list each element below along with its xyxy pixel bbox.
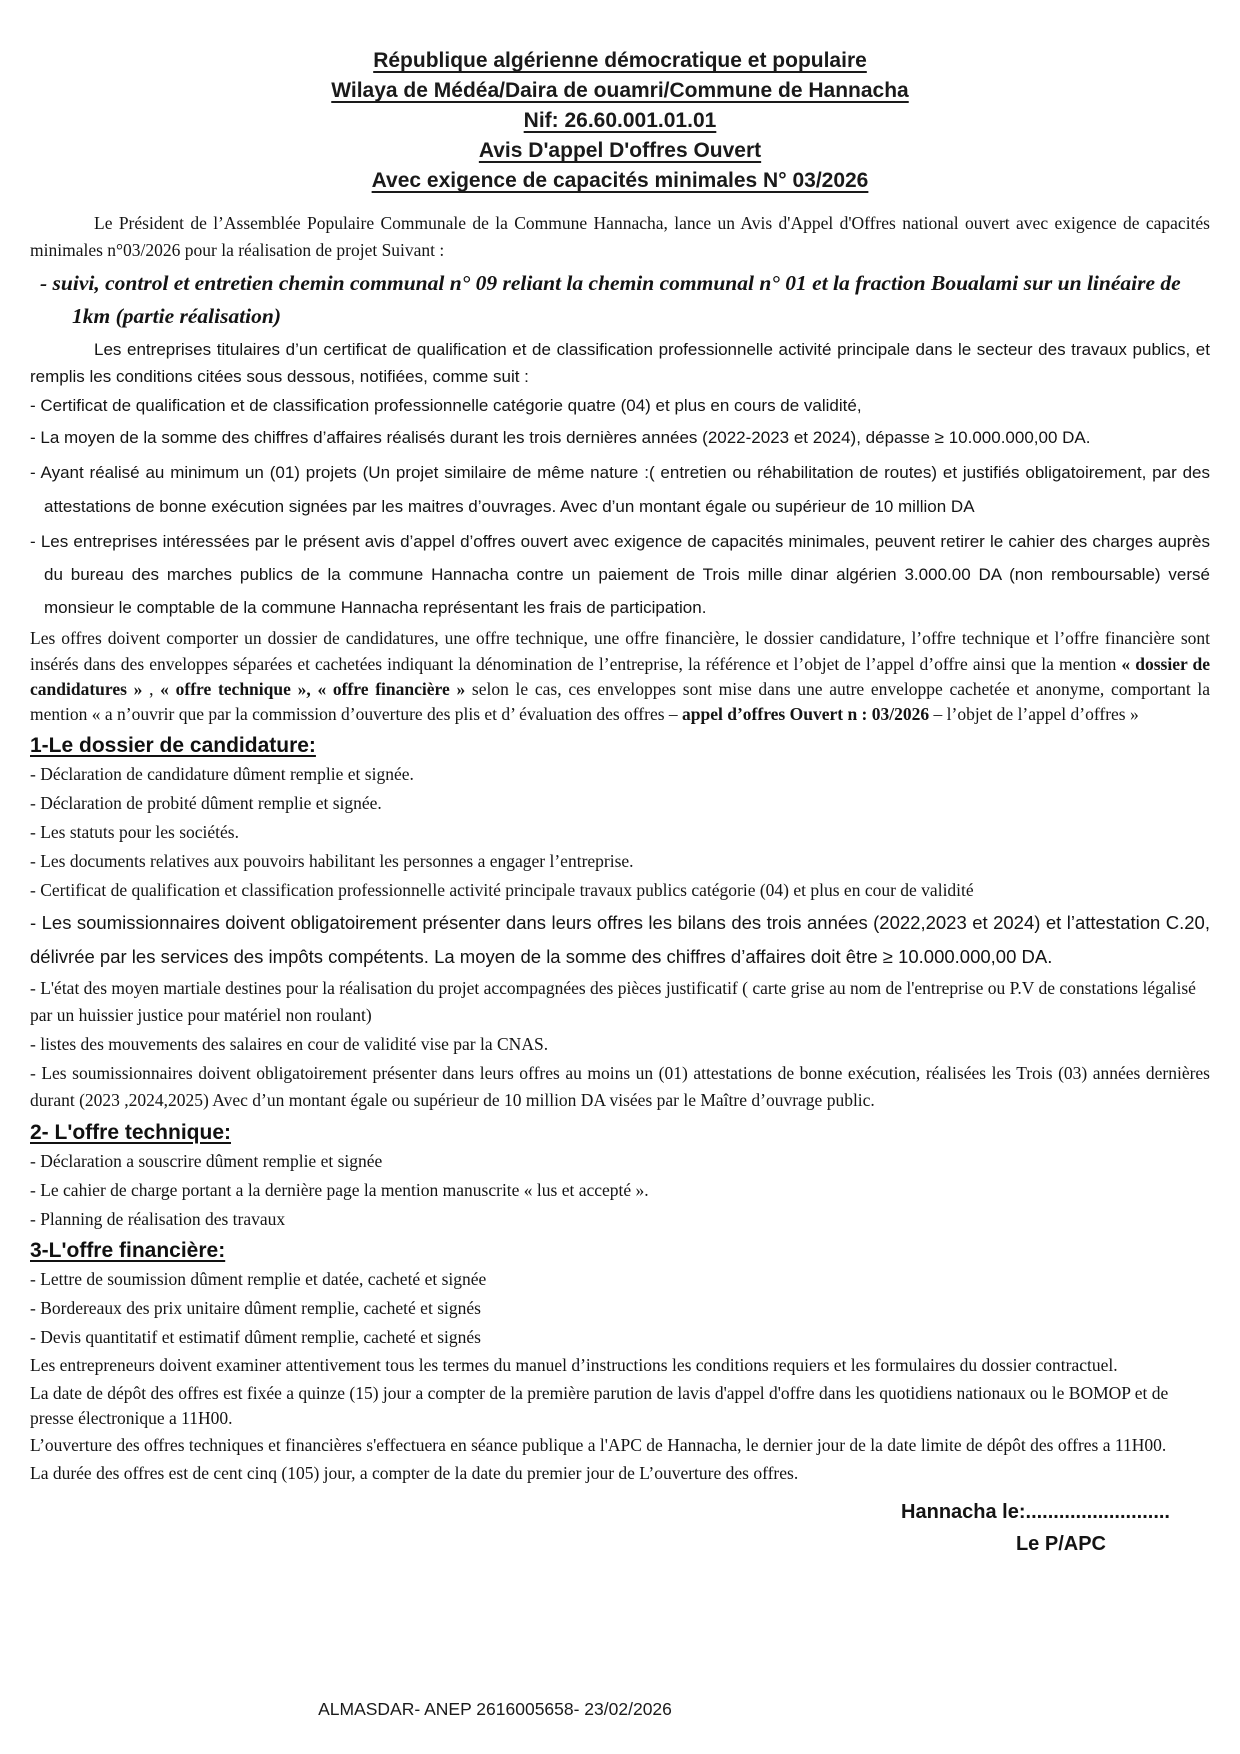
item-lettre-soumission: - Lettre de soumission dûment remplie et datée, cacheté et signée <box>30 1268 487 1289</box>
emphasis-segment: « offre financière » <box>317 678 466 699</box>
header-line-avis-title <box>30 136 1210 166</box>
signature-block <box>30 1496 1210 1560</box>
condition-projet-similaire: - Ayant réalisé au minimum un (01) projets (Un projet similaire de même nature :( entretien ou réhabilitation de routes) et justifiés obligatoirement, par des attestations de bonne exécution signées par les maitres d’ouvrages. Avec d’un montant égale ou supérieur de 10 million DA <box>30 463 1210 516</box>
para-date-depot: La date de dépôt des offres est fixée a quinze (15) jour a compter de la première parution de lavis d'appel d'offre dans les quotidiens nationaux ou le BOMOP et de presse électronique a 11H00. <box>30 1382 1169 1428</box>
signature-title: Le P/APC <box>1015 1533 1106 1556</box>
section-2-heading: 2- L'offre technique: <box>30 1120 231 1144</box>
header-avis-title-text: Avis D'appel D'offres Ouvert <box>478 139 762 162</box>
emphasis-segment: « offre technique », <box>160 678 311 699</box>
para-ouverture-plis: L’ouverture des offres techniques et financières s'effectuera en séance publique a l'APC de Hannacha, le dernier jour de la date limite de dépôt des offres a 11H00. <box>30 1435 1167 1456</box>
item-bilans: - Les soumissionnaires doivent obligatoirement présenter dans leurs offres les bilans des trois années (2022,2023 et 2024) et l’attestation C.20, délivrée par les services des impôts compétents. La moyen de la somme des chiffres d’affaires doit être ≥ 10.000.000,00 DA. <box>30 912 1210 967</box>
text-segment: selon le cas, ces enveloppes sont mise dans une autre enveloppe cachetée et anonyme, comportant la mention « a n’ouvrir que par la commission d’ouverture des plis et d’ évaluation des offres – <box>30 678 1211 725</box>
item-certificat-qualification: - Certificat de qualification et classification professionnelle activité principale travaux publics catégorie (04) et plus en cour de validité <box>30 880 974 901</box>
para-duree-offres: La durée des offres est de cent cinq (105) jour, a compter de la date du premier jour de L’ouverture des offres. <box>30 1462 799 1483</box>
document-body <box>30 210 1210 1486</box>
header-line-nif <box>30 106 1210 136</box>
project-title: - suivi, control et entretien chemin communal n° 09 reliant la chemin communal n° 01 et la fraction Boualami sur un linéaire de 1km (partie réalisation) <box>40 271 1181 328</box>
retrait-cahier-charges: - Les entreprises intéressées par le présent avis d’appel d’offres ouvert avec exigence de capacités minimales, peuvent retirer le cahier des charges auprès du bureau des marches publics de la commune Hannacha contre un paiement de Trois mille dinar algérien 3.000.00 DA (non remboursable) versé monsieur le comptable de la commune Hannacha représentant les frais de participation. <box>30 531 1210 618</box>
text-segment: Les offres doivent comporter un dossier de candidatures, une offre technique, une offre financière, le dossier candidature, l’offre technique et l’offre financière sont insérés dans des enveloppes séparées et cachetées indiquant la dénomination de l’entreprise, la référence et l’objet de l’appel d’offre ainsi que la mention <box>30 628 1210 674</box>
item-statuts: - Les statuts pour les sociétés. <box>30 821 239 842</box>
header-wilaya-text: Wilaya de Médéa/Daira de ouamri/Commune de Hannacha <box>331 79 909 102</box>
header-nif-text: Nif: 26.60.001.01.01 <box>523 109 717 132</box>
item-bordereaux-prix: - Bordereaux des prix unitaire dûment remplie, cacheté et signés <box>30 1298 481 1318</box>
item-attestations-bonne-execution: - Les soumissionnaires doivent obligatoirement présenter dans leurs offres au moins un (01) attestations de bonne exécution, réalisées les Trois (03) années dernières durant (2023 ,2024,2025) Avec d’un montant égale ou supérieur de 10 million DA visées par le Maître d’ouvrage public. <box>30 1063 1210 1111</box>
condition-certificat: - Certificat de qualification et de classification professionnelle catégorie quatre (04) et plus en cours de validité, <box>30 396 862 416</box>
signature-date-line: Hannacha le:.......................... <box>901 1501 1170 1524</box>
item-declaration-candidature: - Déclaration de candidature dûment remplie et signée. <box>30 763 414 784</box>
item-documents-pouvoirs: - Les documents relatives aux pouvoirs habilitant les personnes a engager l’entreprise. <box>30 851 634 872</box>
footer-publication-line: ALMASDAR- ANEP 2616005658- 23/02/2026 <box>318 1699 672 1719</box>
header-line-wilaya <box>30 76 1210 106</box>
conditions-paragraph: Les entreprises titulaires d’un certificat de qualification et de classification professionnelle activité principale dans le secteur des travaux publics, et remplis les conditions citées sous dessous, notifiées, comme suit : <box>30 339 1210 386</box>
item-declaration-souscrire: - Déclaration a souscrire dûment remplie et signée <box>30 1150 383 1171</box>
condition-chiffre-affaires: - La moyen de la somme des chiffres d’affaires réalisés durant les trois dernières années (2022-2023 et 2024), dépasse ≥ 10.000.000,00 DA. <box>30 428 1091 448</box>
item-moyens-materiels: - L'état des moyen martiale destines pour la réalisation du projet accompagnées des pièces justificatif ( carte grise au nom de l'entreprise ou P.V de constations légalisé par un huissier justice pour matériel non roulant) <box>30 977 1196 1025</box>
section-3-heading: 3-L'offre financière: <box>30 1238 226 1262</box>
item-declaration-probite: - Déclaration de probité dûment remplie et signée. <box>30 792 382 813</box>
item-cahier-charge-mention: - Le cahier de charge portant a la dernière page la mention manuscrite « lus et accepté ». <box>30 1179 649 1200</box>
text-segment: – l’objet de l’appel d’offres » <box>929 704 1139 725</box>
para-entrepreneurs: Les entrepreneurs doivent examiner attentivement tous les termes du manuel d’instructions les conditions requiers et les formulaires du dossier contractuel. <box>30 1355 1118 1376</box>
header-line-exigence <box>30 166 1210 196</box>
emphasis-segment: « dossier de candidatures » <box>30 653 1210 699</box>
intro-paragraph: Le Président de l’Assemblée Populaire Communale de la Commune Hannacha, lance un Avis d'Appel d'Offres national ouvert avec exigence de capacités minimales n°03/2026 pour la réalisation de projet Suivant : <box>30 213 1210 261</box>
section-1-heading: 1-Le dossier de candidature: <box>30 733 316 757</box>
item-cnas: - listes des mouvements des salaires en cour de validité vise par la CNAS. <box>30 1034 549 1055</box>
emphasis-segment: appel d’offres Ouvert n : 03/2026 <box>682 704 930 725</box>
item-devis: - Devis quantitatif et estimatif dûment remplie, cacheté et signés <box>30 1327 481 1348</box>
enveloppes-paragraph <box>30 626 1210 728</box>
item-planning: - Planning de réalisation des travaux <box>30 1208 286 1229</box>
header-line-republic <box>30 46 1210 76</box>
text-segment: , <box>142 678 161 699</box>
document-header <box>30 46 1210 196</box>
header-republic-text: République algérienne démocratique et populaire <box>373 49 867 72</box>
header-exigence-text: Avec exigence de capacités minimales N° 03/2026 <box>371 169 869 192</box>
